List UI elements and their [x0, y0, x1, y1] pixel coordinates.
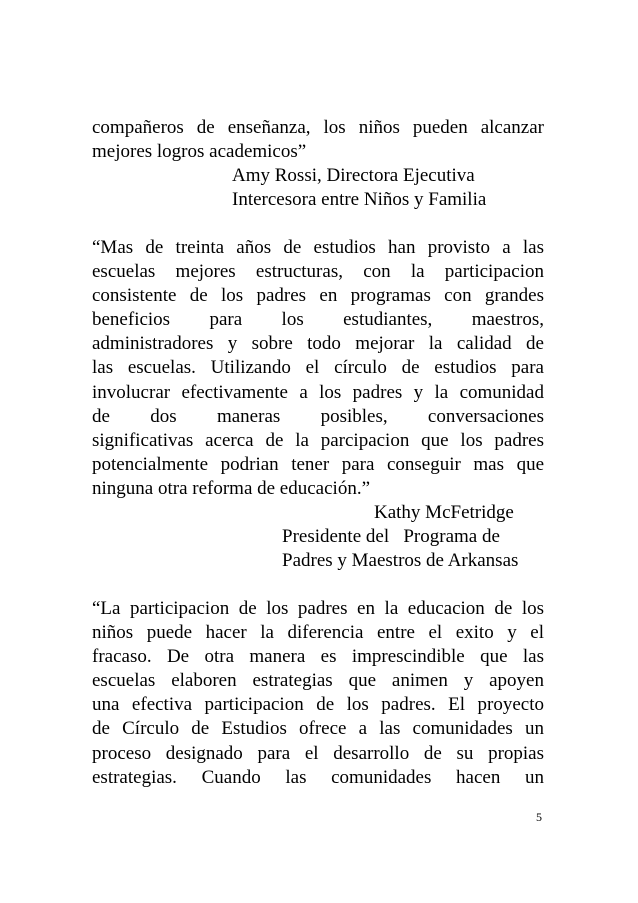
intro-line-1: compañeros de enseñanza, los niños pueden alcanzar: [92, 117, 544, 138]
quote-3-line: escuelas elaboren estrategias que animen y apoyen: [92, 670, 544, 692]
quote-3-line: “La participacion de los padres en la educacion de los: [92, 598, 544, 619]
quote-3-line: estrategias. Cuando las comunidades hacen un: [92, 766, 544, 788]
signature-2-title-line-2: Padres y Maestros de Arkansas: [282, 550, 519, 571]
intro-paragraph: [92, 116, 544, 164]
quote-3-line: una efectiva participacion de los padres. El proyecto: [92, 694, 544, 716]
signature-2-name: Kathy McFetridge: [374, 502, 514, 523]
signature-2-title-line-1: Presidente del Programa de: [282, 526, 500, 547]
quote-3-line: niños puede hacer la diferencia entre el exito y el: [92, 622, 544, 644]
quote-2-line: escuelas mejores estructuras, con la participacion: [92, 261, 544, 283]
quote-2-line: de dos maneras posibles, conversaciones: [92, 405, 544, 427]
quote-2-line: potencialmente podrian tener para conseguir mas que: [92, 453, 544, 475]
quote-3-paragraph: [92, 597, 544, 790]
quote-3-line: proceso designado para el desarrollo de su propias: [92, 742, 544, 764]
quote-2-line: “Mas de treinta años de estudios han provisto a las: [92, 237, 544, 258]
quote-3-line: fracaso. De otra manera es imprescindible que las: [92, 646, 544, 668]
quote-2-line: significativas acerca de la parcipacion que los padres: [92, 429, 544, 451]
intro-line-2: mejores logros academicos”: [92, 141, 307, 163]
signature-1-title: Intercesora entre Niños y Familia: [232, 189, 487, 210]
quote-2-line: consistente de los padres en programas con grandes: [92, 285, 544, 307]
quote-2-line: las escuelas. Utilizando el círculo de estudios para: [92, 357, 544, 379]
page-number: 5: [536, 810, 542, 824]
quote-3-line: de Círculo de Estudios ofrece a las comunidades un: [92, 718, 544, 740]
quote-2-paragraph: [92, 236, 544, 501]
quote-2-line: ninguna otra reforma de educación.”: [92, 477, 371, 499]
quote-2-line: involucrar efectivamente a los padres y la comunidad: [92, 381, 544, 403]
signature-1-name: Amy Rossi, Directora Ejecutiva: [232, 165, 475, 186]
quote-2-line: beneficios para los estudiantes, maestros,: [92, 309, 544, 331]
quote-2-line: administradores y sobre todo mejorar la calidad de: [92, 333, 544, 355]
